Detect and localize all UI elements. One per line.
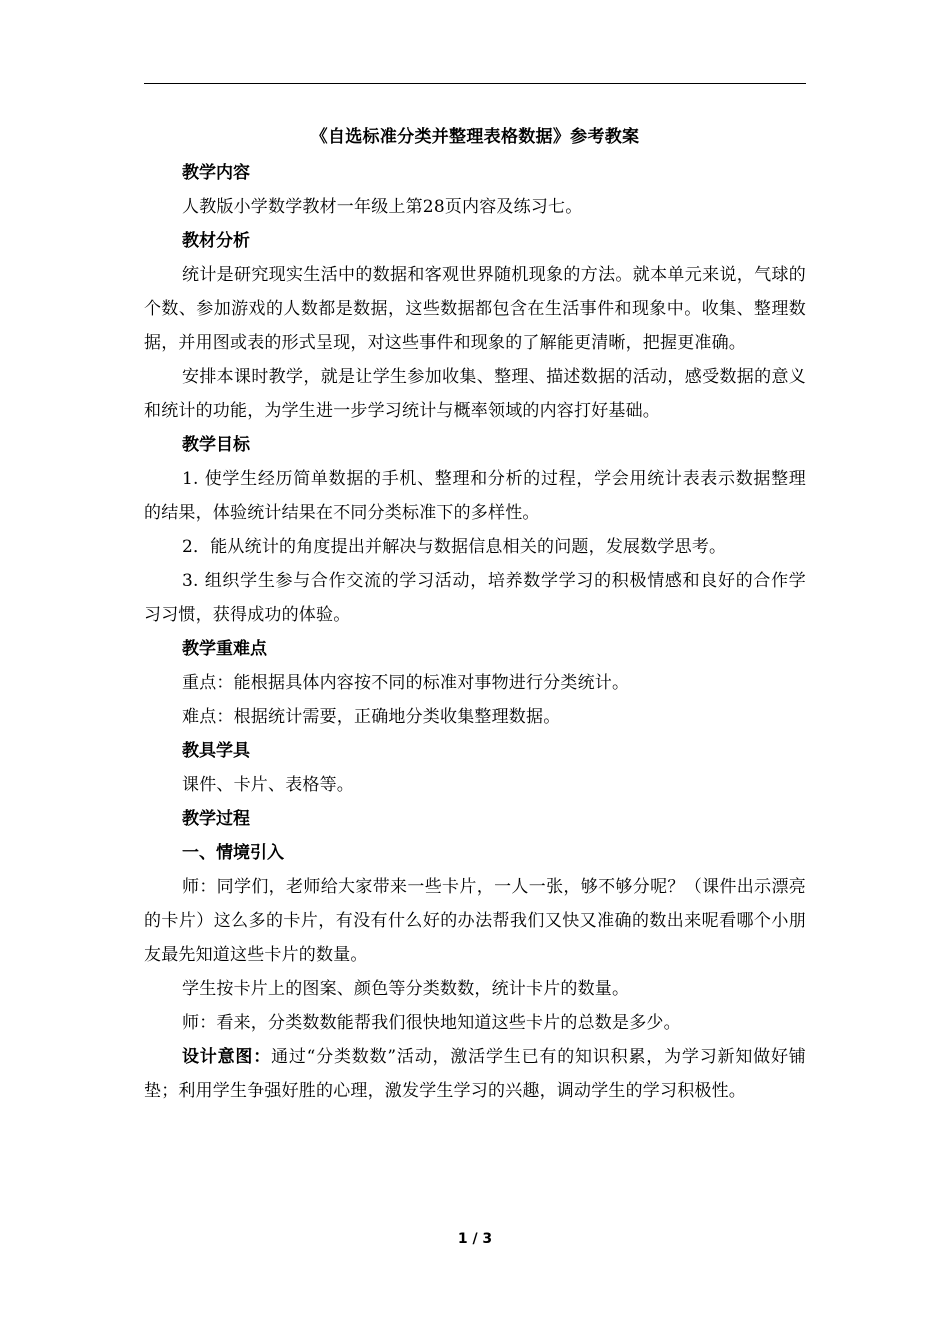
- header-rule: [144, 83, 806, 84]
- design-intent-label: 设计意图：: [182, 1047, 272, 1067]
- paragraph: 统计是研究现实生活中的数据和客观世界随机现象的方法。就本单元来说，气球的个数、参加游戏的人数都是数据，这些数据都包含在生活事件和现象中。收集、整理数据，并用图或表的形式呈现，对这些事件和现象的了解能更清晰，把握更准确。: [144, 265, 806, 353]
- paragraph: 学生按卡片上的图案、颜色等分类数数，统计卡片的数量。: [182, 979, 630, 999]
- section-heading: 教具学具: [182, 741, 250, 761]
- paragraph: 课件、卡片、表格等。: [182, 775, 354, 795]
- paragraph: 人教版小学数学教材一年级上第28页内容及练习七。: [182, 197, 583, 217]
- section-heading: 教学目标: [182, 435, 250, 455]
- section-heading: 教学过程: [182, 809, 250, 829]
- paragraph: 1. 使学生经历简单数据的手机、整理和分析的过程，学会用统计表表示数据整理的结果，体验统计结果在不同分类标准下的多样性。: [144, 469, 806, 523]
- section-heading: 教学重难点: [182, 639, 267, 659]
- section-heading: 教材分析: [182, 231, 250, 251]
- design-intent-paragraph: [144, 1040, 806, 1108]
- section-heading: 教学内容: [182, 163, 250, 183]
- paragraph: 3. 组织学生参与合作交流的学习活动，培养数学学习的积极情感和良好的合作学习习惯，获得成功的体验。: [144, 571, 806, 625]
- page-number: 1 / 3: [457, 1231, 493, 1247]
- paragraph: 师：看来，分类数数能帮我们很快地知道这些卡片的总数是多少。: [182, 1013, 681, 1033]
- paragraph: 师：同学们，老师给大家带来一些卡片，一人一张，够不够分呢？（课件出示漂亮的卡片）这么多的卡片，有没有什么好的办法帮我们又快又准确的数出来呢看哪个小朋友最先知道这些卡片的数量。: [144, 877, 806, 965]
- paragraph: 难点：根据统计需要，正确地分类收集整理数据。: [182, 707, 561, 727]
- paragraph: 安排本课时教学，就是让学生参加收集、整理、描述数据的活动，感受数据的意义和统计的功能，为学生进一步学习统计与概率领域的内容打好基础。: [144, 367, 806, 421]
- document-body: [144, 122, 806, 1108]
- section-heading: 一、情境引入: [182, 843, 284, 863]
- document-title: 《自选标准分类并整理表格数据》参考教案: [310, 127, 640, 147]
- paragraph: 重点：能根据具体内容按不同的标准对事物进行分类统计。: [182, 673, 630, 693]
- design-intent-text: 通过“分类数数”活动，激活学生已有的知识积累，为学习新知做好铺垫；利用学生争强好胜的心理，激发学生学习的兴趣，调动学生的学习积极性。: [144, 1047, 806, 1101]
- paragraph: 2．能从统计的角度提出并解决与数据信息相关的问题，发展数学思考。: [182, 537, 727, 557]
